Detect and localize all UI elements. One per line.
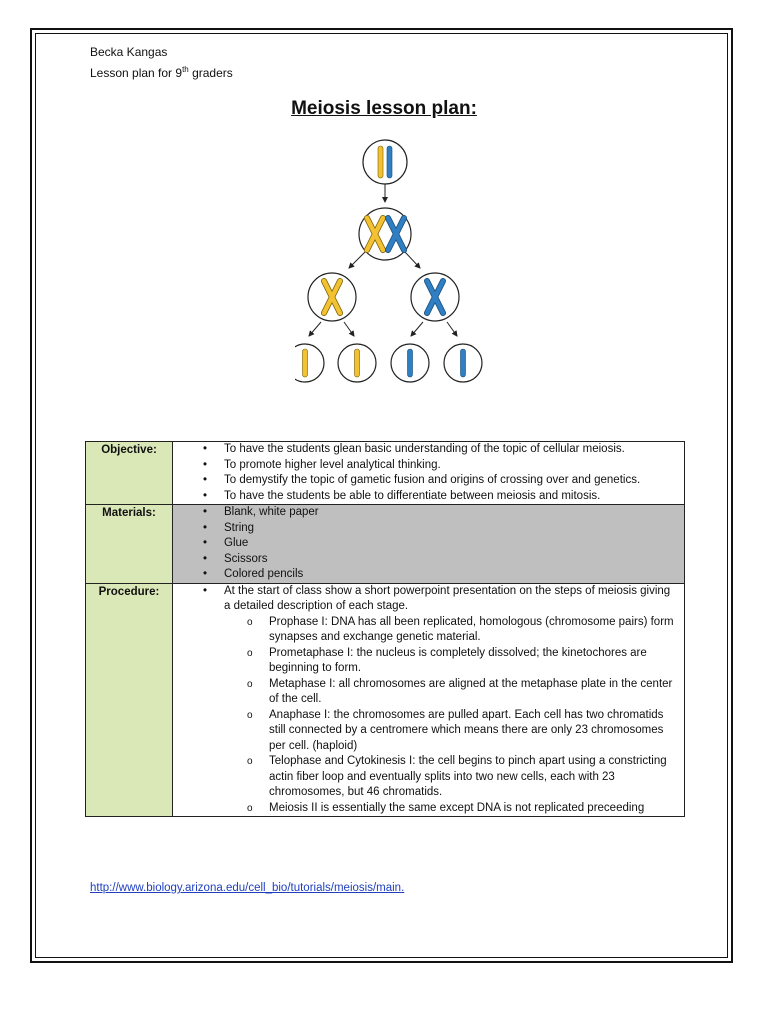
row-procedure <box>86 583 685 817</box>
arrow-3b <box>344 322 354 336</box>
arrow-3d <box>447 322 457 336</box>
subtitle-suffix: graders <box>188 66 233 80</box>
arrow-2b <box>405 252 420 268</box>
author-block <box>90 44 233 82</box>
objective-item: • To have the students be able to differentiate between meiosis and mitosis. <box>173 489 684 505</box>
page-title <box>0 98 768 120</box>
objective-list <box>173 442 684 504</box>
stage-item: o Meiosis II is essentially the same except DNA is not replicated preceeding <box>173 801 684 817</box>
materials-item: • Glue <box>173 536 684 552</box>
arrow-3c <box>411 322 423 336</box>
arrow-3a <box>309 322 321 336</box>
row-materials <box>86 505 685 584</box>
subtitle-superscript: th <box>182 65 189 74</box>
author-name: Becka Kangas <box>90 45 168 59</box>
cell-gamete-3 <box>391 344 429 382</box>
stage-item: o Anaphase I: the chromosomes are pulled apart. Each cell has two chromatids still connected by a centromere which means there are only 23 chromosomes per cell. (haploid) <box>173 708 684 755</box>
cell-gamete-1 <box>295 344 324 382</box>
cell-interphase <box>363 140 407 184</box>
row-objective <box>86 442 685 505</box>
materials-list <box>173 505 684 583</box>
stage-item: o Prophase I: DNA has all been replicated, homologous (chromosome pairs) form synapses and exchange genetic material. <box>173 615 684 646</box>
procedure-content <box>173 583 685 817</box>
stage-item: o Metaphase I: all chromosomes are aligned at the metaphase plate in the center of the cell. <box>173 677 684 708</box>
meiosis-diagram <box>295 138 495 388</box>
procedure-label: Procedure: <box>86 583 173 817</box>
objective-item: • To promote higher level analytical thinking. <box>173 458 684 474</box>
objective-label: Objective: <box>86 442 173 505</box>
lesson-plan-table <box>85 441 685 817</box>
cell-gamete-2 <box>338 344 376 382</box>
stage-item: o Telophase and Cytokinesis I: the cell begins to pinch apart using a constricting actin fiber loop and eventually splits into two new cells, each with 23 chromosomes, but 46 chromatids. <box>173 754 684 801</box>
reference-link[interactable]: http://www.biology.arizona.edu/cell_bio/tutorials/meiosis/main. <box>90 882 405 894</box>
stage-item: o Prometaphase I: the nucleus is completely dissolved; the kinetochores are beginning to form. <box>173 646 684 677</box>
arrow-2a <box>349 252 365 268</box>
objective-item: • To have the students glean basic understanding of the topic of cellular meiosis. <box>173 442 684 458</box>
procedure-item <box>173 584 684 615</box>
materials-item: • Colored pencils <box>173 567 684 583</box>
materials-item: • Scissors <box>173 552 684 568</box>
objective-item: • To demystify the topic of gametic fusion and origins of crossing over and genetics. <box>173 473 684 489</box>
materials-content <box>173 505 685 584</box>
lesson-subtitle <box>90 61 233 82</box>
page-title-text: Meiosis lesson plan: <box>291 98 477 119</box>
materials-item: • Blank, white paper <box>173 505 684 521</box>
cell-daughter-yellow <box>308 273 356 321</box>
procedure-stages <box>173 615 684 817</box>
cell-prophase <box>359 208 411 260</box>
subtitle-prefix: Lesson plan for 9 <box>90 66 183 80</box>
objective-content <box>173 442 685 505</box>
procedure-intro: At the start of class show a short powerpoint presentation on the steps of meiosis giving a detailed description of each stage. <box>224 584 671 612</box>
cell-gamete-4 <box>444 344 482 382</box>
materials-item: • String <box>173 521 684 537</box>
procedure-list <box>173 584 684 615</box>
materials-label: Materials: <box>86 505 173 584</box>
cell-daughter-blue <box>411 273 459 321</box>
